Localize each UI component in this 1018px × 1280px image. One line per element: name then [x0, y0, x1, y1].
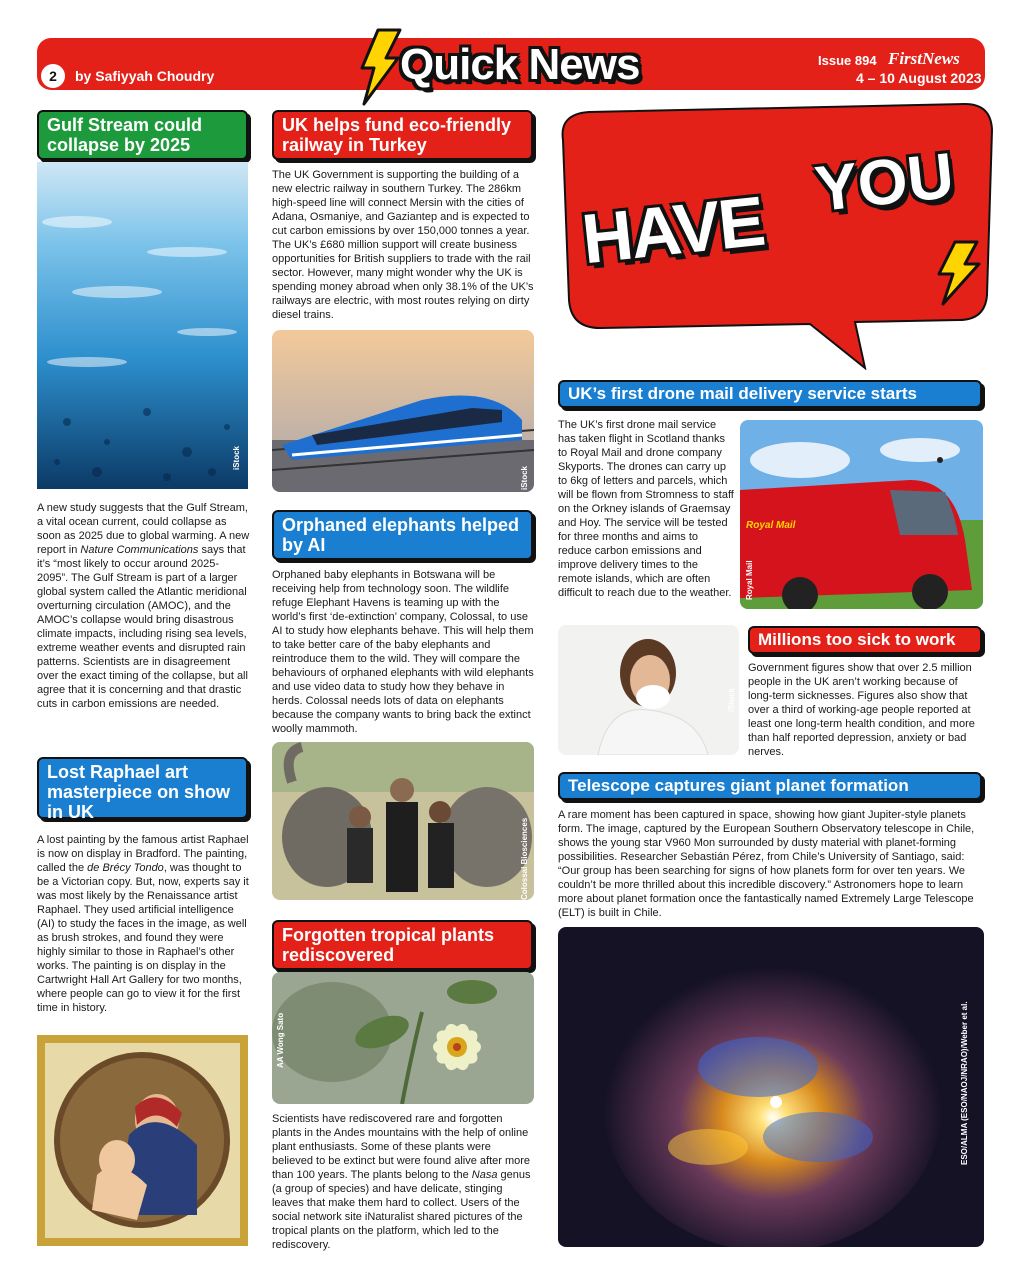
photo-credit: Royal Mail	[745, 560, 754, 600]
photo-credit: iStock	[520, 465, 529, 490]
railway-headline: UK helps fund eco-friendly railway in Turkey	[272, 110, 533, 160]
gulf-stream-body: A new study suggests that the Gulf Stream, a vital ocean current, could collapse as soon as 2025 due to global warming. A new report in Nature Communications says that it’s “most likely to occur around 2025-2095”. The Gulf Stream is part of a larger global system called the Atlantic meridional overturning circulation (AMOC), and the AMOC’s collapse would bring disastrous climate impacts, including rising sea levels, extreme weather events and disrupted rain patterns. Scientists are in disagreement over the exact timing of the collapse, but all agree that it is concerning and that drastic cuts in carbon emissions are needed.	[37, 502, 250, 710]
royal-mail-van-photo	[740, 420, 983, 609]
page-title: Quick News	[400, 40, 640, 89]
page-number: 2	[41, 64, 65, 88]
ocean-photo	[37, 162, 248, 489]
lightning-bolt-icon	[356, 28, 406, 106]
issue-number: Issue 894	[818, 53, 877, 68]
byline: by Safiyyah Choudry	[75, 68, 215, 84]
sick-body: Government figures show that over 2.5 million people in the UK aren’t working because of long-term sicknesses. Figures also show that over a third of working-age people reported at least one long-term health condition, and more than half reported depression, anxiety or bad nerves.	[748, 662, 975, 758]
issue-dates: 4 – 10 August 2023	[856, 70, 982, 86]
brand-logo: FirstNews	[888, 49, 960, 68]
have-word: HAVE	[578, 181, 767, 279]
telescope-headline: Telescope captures giant planet formation	[558, 772, 982, 800]
drone-body: The UK’s first drone mail service has taken flight in Scotland thanks to Royal Mail and drone company Skyports. The drones can carry up to 6kg of letters and parcels, which will be flown from Stromness to staff on the Orkney islands of Graemsay and Hoy. The service will be tested for three months and aims to reduce carbon emissions and improve delivery times to the remote islands, which are often difficult to reach due to the weather.	[558, 419, 734, 599]
plants-photo	[272, 972, 534, 1104]
gulf-stream-headline: Gulf Stream could collapse by 2025	[37, 110, 248, 160]
raphael-body: A lost painting by the famous artist Raphael is now on display in Bradford. The painting, called the de Brécy Tondo, was thought to be a Victorian copy. But, now, experts say it was most likely by the Renaissance artist Raphael. They used artificial intelligence (AI) to study the faces in the image, as well as brush strokes, and found they were highly similar to those in Raphael’s other works. The painting is on display in the Cartwright Hall Art Gallery for two months, where people can go to view it for the first time in history.	[37, 834, 249, 1014]
drone-headline: UK’s first drone mail delivery service starts	[558, 380, 982, 408]
planet-formation-photo	[558, 927, 984, 1247]
railway-body: The UK Government is supporting the building of a new electric railway in southern Turkey. The 286km high-speed line will connect Mersin with the cities of Adana, Osmaniye, and Gaziantep and is expected to cut carbon emissions by over 150,000 tonnes a year. The UK’s £680 million support will create business opportunities for British suppliers to trade with the rail sector. However, many might wonder why the UK is spending money abroad when only 38.1% of the UK’s railways are electric, with most routes relying on dirty diesel trains.	[272, 169, 534, 321]
photo-credit: iStock	[727, 687, 736, 712]
raphael-headline: Lost Raphael art masterpiece on show in UK	[37, 757, 248, 819]
photo-credit: AA Wong Sato	[276, 1012, 285, 1068]
telescope-body: A rare moment has been captured in space, showing how giant Jupiter-style planets form. The image, captured by the European Southern Observatory telescope in Chile, shows the young star V960 Mon surrounded by dusty material with planet-forming possibilities. Researcher Sebastián Pérez, from Chile’s University of Santiago, said: “Our group has been searching for signs of how planets form for over ten years. We couldn’t be more thrilled about this incredible discovery.” Astronomers hope to learn more about planet formation once the fantastically named Extremely Large Telescope (ELT) is built in Chile.	[558, 809, 975, 919]
photo-credit: Colossal Biosciences	[520, 817, 529, 900]
lightning-bolt-icon	[935, 240, 985, 306]
raphael-painting	[37, 1035, 248, 1246]
elephants-photo	[272, 742, 534, 900]
you-word: YOU	[811, 138, 958, 226]
sick-headline: Millions too sick to work	[748, 626, 982, 654]
train-photo	[272, 330, 534, 492]
plants-body: Scientists have rediscovered rare and forgotten plants in the Andes mountains with the help of online plant enthusiasts. Some of these plants were believed to be extinct but were found alive after more than 100 years. The plants belong to the Nasa genus (a group of species) and have delicate, stinging leaves that make them hard to collect. Users of the social network site iNaturalist shared pictures of the tropical plants on the platform, which led to the rediscovery.	[272, 1113, 531, 1251]
photo-credit: ESO/ALMA (ESO/NAOJ/NRAO)/Weber et al.	[960, 1001, 969, 1165]
photo-credit: iStock	[232, 445, 241, 470]
elephants-body: Orphaned baby elephants in Botswana will be receiving help from technology soon. The wildlife refuge Elephant Havens is teaming up with the world’s first ‘de-extinction’ company, Colossal, to use AI to study how elephants behave. This will help them to take better care of the baby elephants and reintroduce them to the wild. They will compare the behaviours of orphaned elephants with wild elephants and use video data to study how they behave in herds. Colossal needs lots of data on elephants because the company wants to bring back the extinct woolly mammoth.	[272, 569, 534, 735]
elephants-headline: Orphaned elephants helped by AI	[272, 510, 533, 560]
sneezing-woman-photo	[558, 625, 739, 755]
plants-headline: Forgotten tropical plants rediscovered	[272, 920, 533, 970]
royal-mail-van-logo: Royal Mail	[746, 520, 796, 531]
